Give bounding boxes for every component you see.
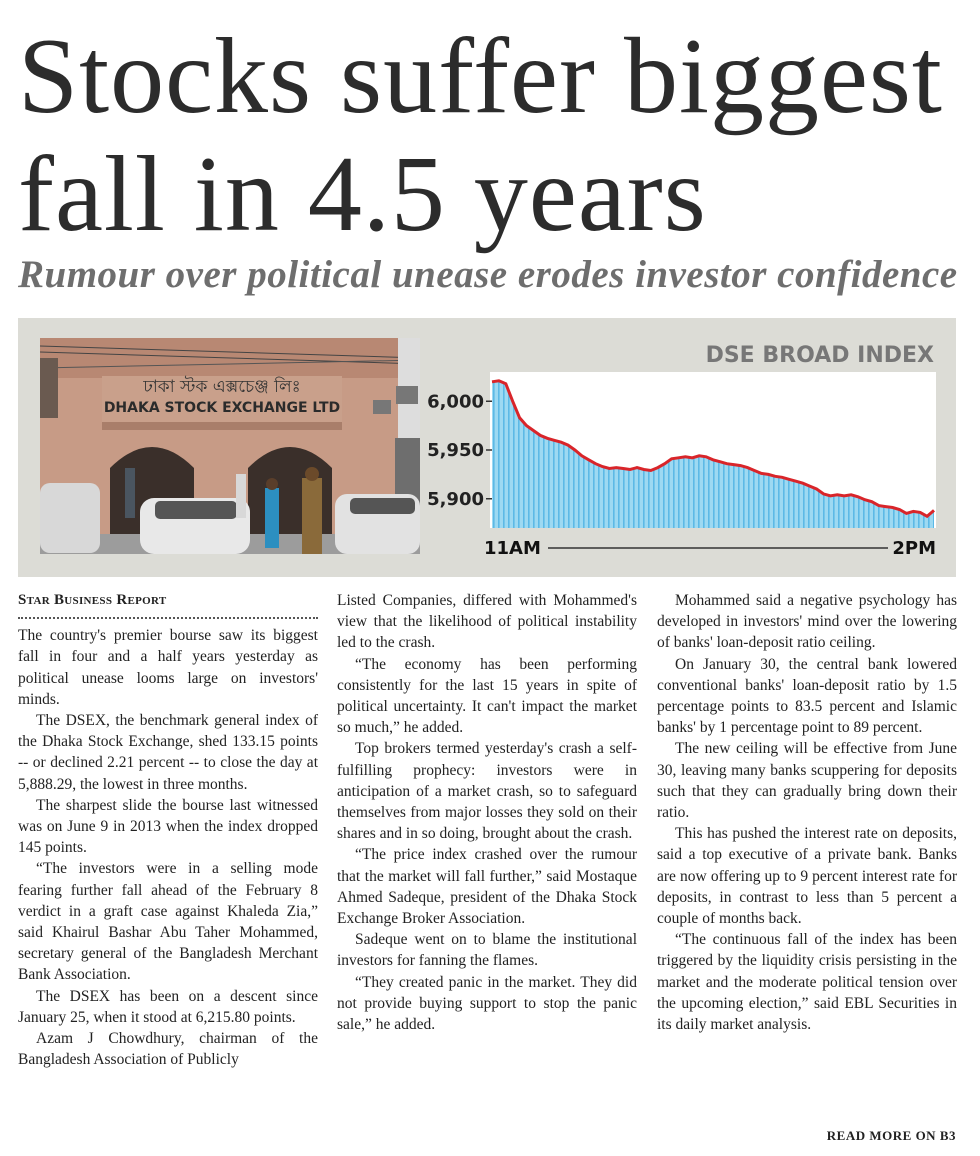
dse-building-illustration: [40, 338, 420, 554]
dse-index-chart: [428, 332, 952, 570]
paragraph: The DSEX, the benchmark general index of the Dhaka Stock Exchange, shed 133.15 points -- or declined 2.21 percent -- to close the day at 5,888.29, the lowest in three months.: [18, 712, 318, 793]
byline: Star Business Report: [18, 590, 318, 619]
paragraph: Listed Companies, differed with Mohammed's view that the likelihood of political instability led to the crash.: [337, 592, 637, 652]
paragraph: “The economy has been performing consistently for the last 15 years in spite of political uncertainty. It can't impact the market so much,” he added.: [337, 655, 637, 737]
y-tick-label: 5,900: [428, 488, 484, 510]
graphic-divider: [18, 574, 956, 577]
paragraph: Sadeque went on to blame the institutional investors for fanning the flames.: [337, 931, 637, 970]
subheadline: Rumour over political unease erodes investor confidence: [18, 253, 958, 296]
article-column-3: [657, 590, 957, 1035]
paragraph: “The price index crashed over the rumour that the market will fall further,” said Mostaque Ahmed Sadeque, president of the Dhaka Stock Exchange Broker Association.: [337, 846, 637, 928]
y-tick-label: 6,000: [428, 391, 484, 413]
read-more-link[interactable]: READ MORE ON B3: [826, 1128, 956, 1143]
dse-building-photo: [40, 338, 420, 554]
paragraph: The sharpest slide the bourse last witnessed was on June 9 in 2013 when the index dropped 145 points.: [18, 796, 318, 857]
paragraph: The country's premier bourse saw its biggest fall in four and a half years yesterday as political unease looms large on investors' minds.: [18, 627, 318, 708]
chart-svg: [428, 332, 952, 570]
sign-english: DHAKA STOCK EXCHANGE LTD: [103, 400, 341, 416]
chart-title: DSE BROAD INDEX: [705, 343, 934, 368]
headline: Stocks suffer biggest fall in 4.5 years: [18, 17, 943, 254]
x-start-label: 11AM: [484, 538, 541, 559]
sign-bengali: ঢাকা স্টক এক্সচেঞ্জ লিঃ: [143, 377, 301, 397]
y-tick-label: 5,950: [428, 440, 484, 461]
paragraph: Top brokers termed yesterday's crash a self-fulfilling prophecy: investors were in anticipation of a market crash, so to safeguard themselves from major losses they sold on their shares and in so doing, brought about the crash.: [337, 740, 637, 843]
paragraph: This has pushed the interest rate on deposits, said a top executive of a private bank. Banks are now offering up to 9 percent interest rate for deposits, in contrast to less than 5 percent a couple of months back.: [657, 825, 957, 928]
paragraph: Mohammed said a negative psychology has developed in investors' mind over the lowering of banks' loan-deposit ratio ceiling.: [657, 592, 957, 652]
paragraph: The DSEX has been on a descent since January 25, when it stood at 6,215.80 points.: [18, 987, 318, 1026]
paragraph: On January 30, the central bank lowered conventional banks' loan-deposit ratio by 1.5 percentage points to 83.5 percent and Islamic banks' by 1 percentage point to 89 percent.: [657, 655, 957, 737]
paragraph: The new ceiling will be effective from June 30, leaving many banks scuppering for deposits such that they can gradually bring down their ratio.: [657, 740, 957, 822]
article-column-1: [18, 590, 318, 1070]
paragraph: “They created panic in the market. They did not provide buying support to stop the panic sale,” he added.: [337, 973, 637, 1034]
x-end-label: 2PM: [892, 538, 936, 559]
paragraph: Azam J Chowdhury, chairman of the Bangladesh Association of Publicly: [18, 1030, 318, 1069]
paragraph: “The continuous fall of the index has been triggered by the liquidity crisis persisting in the market and the moderate political tension over the upcoming election,” said EBL Securities in its daily market analysis.: [657, 931, 957, 1034]
story-graphic: [18, 318, 956, 574]
article-column-2: [337, 590, 637, 1035]
paragraph: “The investors were in a selling mode fearing further fall ahead of the February 8 verdict in a graft case against Khaleda Zia,” said Khairul Bashar Abu Taher Mohammed, secretary general of the Bangladesh Merchant Bank Association.: [18, 860, 318, 984]
